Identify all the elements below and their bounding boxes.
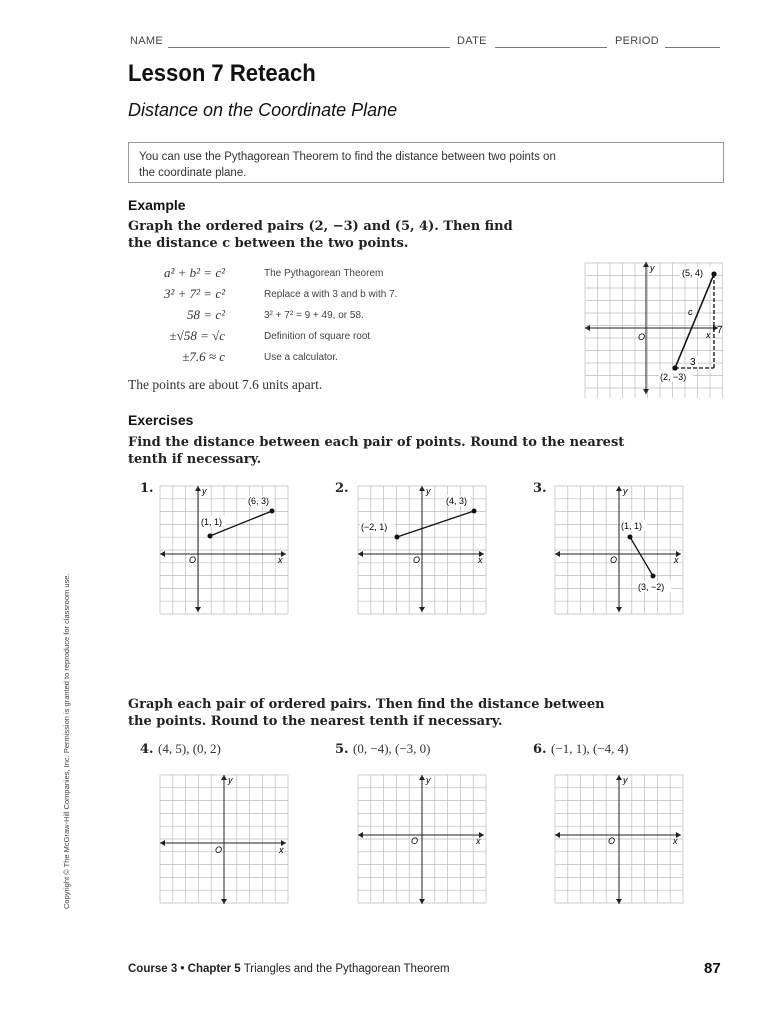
exercise-4-x-arrow-left [160, 840, 165, 846]
example-graph [580, 258, 730, 398]
part2-instruction [128, 696, 688, 730]
intro-line-2: the coordinate plane. [139, 167, 247, 179]
intro-line-1: You can use the Pythagorean Theorem to find the distance between two points on [139, 151, 556, 163]
step-2-reason: Replace a with 3 and b with 7. [264, 289, 398, 300]
exercise-2-point-2 [472, 509, 477, 514]
name-label: NAME [130, 35, 163, 47]
example-instruction-line-2: the distance c between the two points. [128, 236, 409, 251]
intro-box [128, 142, 724, 183]
exercise-4-y-label: y [228, 775, 233, 785]
date-line[interactable] [495, 47, 607, 48]
example-y-arrow-down [643, 389, 649, 394]
example-leg-vertical-label: 7 [717, 325, 723, 336]
exercise-4-y-arrow-up [221, 775, 227, 780]
footer-chapter-title: Triangles and the Pythagorean Theorem [243, 963, 450, 975]
exercise-4-origin-label: O [215, 845, 223, 855]
exercise-3-point-1 [628, 535, 633, 540]
example-x-arrow-left [585, 325, 590, 331]
example-point-b [672, 365, 677, 370]
example-instruction-line-1: Graph the ordered pairs (2, −3) and (5, 4). Then find [128, 219, 513, 234]
step-5-reason: Use a calculator. [264, 352, 338, 363]
exercise-1-number: 1. [140, 481, 154, 496]
exercise-5-number: 5. [335, 742, 349, 757]
exercise-2-origin-label: O [413, 555, 421, 565]
exercise-2-segment [397, 511, 474, 537]
exercise-2-point-1-label: (−2, 1) [361, 522, 388, 532]
exercise-1-y-arrow-up [195, 486, 201, 491]
footer [128, 963, 450, 975]
step-1-reason: The Pythagorean Theorem [264, 268, 384, 279]
exercise-5-y-label: y [426, 775, 431, 785]
exercise-6-origin-label: O [608, 836, 616, 846]
exercise-1-point-2-label: (6, 3) [248, 496, 270, 506]
exercise-1-point-1-label: (1, 1) [201, 517, 223, 527]
exercise-4-x-label: x [279, 845, 284, 855]
exercise-6-x-arrow-left [555, 832, 560, 838]
exercise-1-x-arrow-left [160, 551, 165, 557]
example-hyp-label: c [688, 307, 693, 317]
exercise-5-origin-label: O [411, 836, 419, 846]
exercise-2-graph [356, 484, 488, 616]
step-5-math: ±7.6 ≈ c [182, 349, 225, 364]
exercise-4-graph[interactable] [158, 773, 290, 908]
example-grid [585, 263, 723, 398]
exercise-3-graph [553, 484, 685, 616]
example-x-label: x [706, 330, 711, 340]
step-4-math: ±√58 = √c [169, 328, 225, 343]
exercise-1-origin-label: O [189, 555, 197, 565]
exercise-2-x-label: x [478, 555, 483, 565]
footer-chapter: Chapter 5 [187, 963, 241, 975]
exercise-6-number: 6. [533, 742, 547, 757]
exercise-2-point-1 [395, 535, 400, 540]
exercise-4-pairs: (4, 5), (0, 2) [158, 741, 221, 756]
example-heading: Example [128, 197, 186, 213]
exercise-5-x-label: x [476, 836, 481, 846]
page-number: 87 [704, 960, 721, 977]
exercise-3-x-arrow-left [555, 551, 560, 557]
exercise-3-segment [630, 537, 653, 576]
exercise-2-y-arrow-up [419, 486, 425, 491]
example-point-a [711, 271, 716, 276]
exercise-3-point-1-label: (1, 1) [621, 521, 643, 531]
page-subtitle: Distance on the Coordinate Plane [128, 100, 398, 120]
step-4-reason: Definition of square root [264, 331, 371, 342]
exercise-5-prompt [335, 740, 431, 758]
exercise-3-point-2 [651, 574, 656, 579]
exercises-instruction-line-2: tenth if necessary. [128, 452, 262, 467]
exercise-2-x-arrow-left [358, 551, 363, 557]
exercise-1-graph [158, 484, 290, 616]
example-y-label: y [650, 263, 655, 273]
exercise-6-x-label: x [673, 836, 678, 846]
exercise-4-prompt [140, 740, 221, 758]
exercise-5-graph[interactable] [356, 773, 488, 908]
exercise-5-x-arrow-left [358, 832, 363, 838]
page-title: Lesson 7 Reteach [128, 60, 316, 87]
exercise-6-prompt [533, 740, 629, 758]
exercise-1-x-label: x [278, 555, 283, 565]
exercise-2-y-arrow-down [419, 607, 425, 612]
period-label: PERIOD [615, 35, 659, 47]
footer-bullet: • [180, 963, 185, 975]
exercise-1-point-1 [208, 534, 213, 539]
date-label: DATE [457, 35, 487, 47]
exercise-2-y-label: y [426, 486, 431, 496]
exercise-4-number: 4. [140, 742, 154, 757]
exercise-2-point-2-label: (4, 3) [446, 496, 468, 506]
step-2-math: 3² + 7² = c² [163, 286, 225, 301]
exercise-3-number: 3. [533, 481, 547, 496]
exercise-2-number: 2. [335, 481, 349, 496]
example-conclusion: The points are about 7.6 units apart. [128, 377, 323, 392]
part2-instruction-line-1: Graph each pair of ordered pairs. Then find the distance between [128, 697, 605, 712]
exercise-6-pairs: (−1, 1), (−4, 4) [551, 741, 629, 756]
exercise-1-y-arrow-down [195, 607, 201, 612]
exercise-3-x-label: x [674, 555, 679, 565]
exercises-heading: Exercises [128, 412, 194, 428]
step-3-math: 58 = c² [187, 307, 225, 322]
example-leg-horizontal-label: 3 [690, 357, 696, 368]
example-instruction [128, 218, 548, 252]
exercise-1-point-2 [270, 509, 275, 514]
exercise-1-y-label: y [202, 486, 207, 496]
exercise-6-y-arrow-up [616, 775, 622, 780]
exercise-3-point-2-label: (3, −2) [638, 582, 665, 592]
exercise-3-y-arrow-up [616, 486, 622, 491]
exercises-instruction [128, 434, 688, 468]
example-origin-label: O [638, 332, 646, 342]
step-1-math: a² + b² = c² [163, 265, 225, 280]
exercise-3-origin-label: O [610, 555, 618, 565]
exercise-6-y-label: y [623, 775, 628, 785]
period-line[interactable] [665, 47, 720, 48]
exercise-5-pairs: (0, −4), (−3, 0) [353, 741, 431, 756]
example-point-b-label: (2, −3) [660, 372, 687, 382]
step-3-reason: 3² + 7² = 9 + 49, or 58. [264, 310, 364, 321]
exercise-3-y-arrow-down [616, 607, 622, 612]
exercise-5-y-arrow-up [419, 775, 425, 780]
example-point-a-label: (5, 4) [682, 268, 704, 278]
name-line[interactable] [168, 47, 450, 48]
part2-instruction-line-2: the points. Round to the nearest tenth if necessary. [128, 714, 503, 729]
exercises-instruction-line-1: Find the distance between each pair of points. Round to the nearest [128, 435, 625, 450]
footer-course: Course 3 [128, 963, 178, 975]
exercise-6-graph[interactable] [553, 773, 685, 908]
copyright-sidebar: Copyright © The McGraw-Hill Companies, Inc. Permission is granted to reproduce for classroom use. [62, 573, 71, 909]
exercise-3-y-label: y [623, 486, 628, 496]
